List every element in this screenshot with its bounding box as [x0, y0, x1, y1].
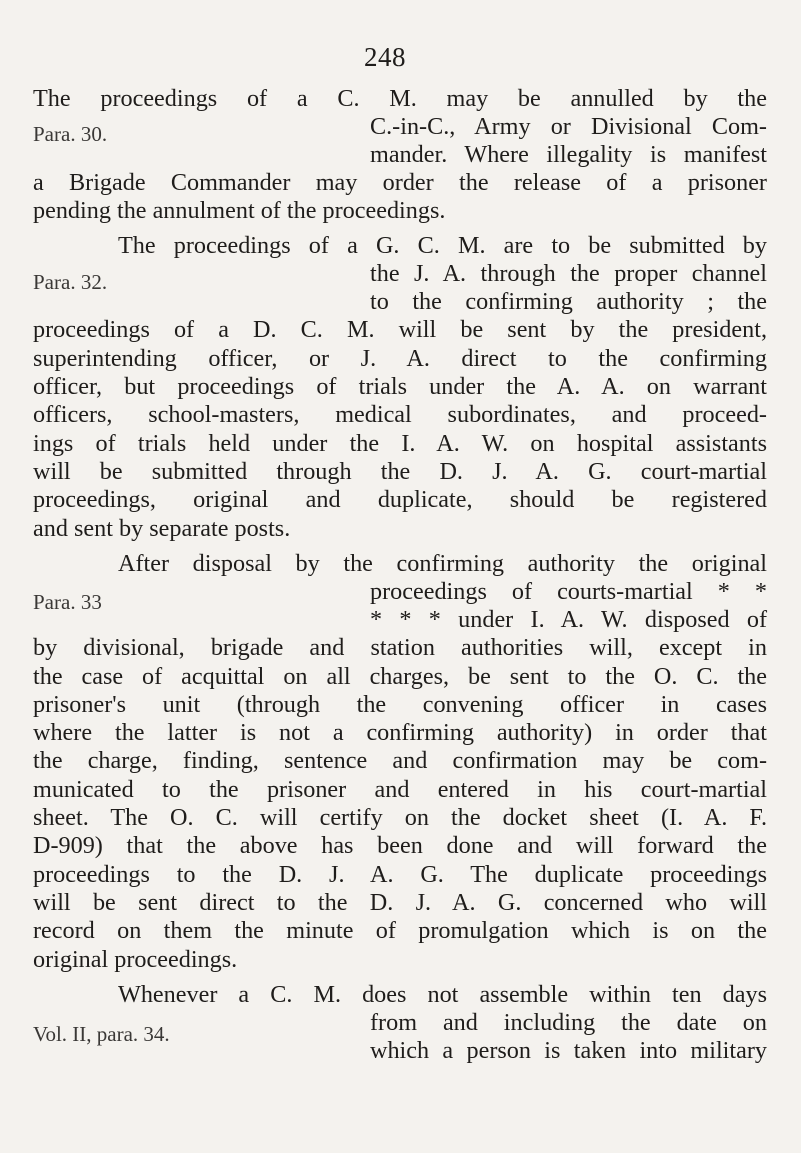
margin-note-vol-2-para-34: Vol. II, para. 34.: [33, 1022, 170, 1046]
text-line: proceedings to the D. J. A. G. The duplicate proceedings: [33, 861, 767, 888]
text-line: Whenever a C. M. does not assemble within ten days: [118, 981, 767, 1008]
text-line: the charge, finding, sentence and confirmation may be com-: [33, 747, 767, 774]
text-line: proceedings, original and duplicate, should be registered: [33, 486, 767, 513]
text-line: from and including the date on: [370, 1009, 767, 1036]
text-line: will be sent direct to the D. J. A. G. concerned who will: [33, 889, 767, 916]
text-line: superintending officer, or J. A. direct to the confirming: [33, 345, 767, 372]
text-line: * * * under I. A. W. disposed of: [370, 606, 767, 633]
text-line: the case of acquittal on all charges, be sent to the O. C. the: [33, 663, 767, 690]
text-line: which a person is taken into military: [370, 1037, 767, 1064]
text-line: The proceedings of a G. C. M. are to be submitted by: [118, 232, 767, 259]
text-line: The proceedings of a C. M. may be annulled by the: [33, 85, 767, 112]
text-line: where the latter is not a confirming authority) in order that: [33, 719, 767, 746]
text-line: D-909) that the above has been done and will forward the: [33, 832, 767, 859]
text-line: officer, but proceedings of trials under the A. A. on warrant: [33, 373, 767, 400]
text-line: mander. Where illegality is manifest: [370, 141, 767, 168]
page-number: 248: [364, 42, 406, 72]
text-line: a Brigade Commander may order the release of a prisoner: [33, 169, 767, 196]
text-line: municated to the prisoner and entered in his court-martial: [33, 776, 767, 803]
text-line: prisoner's unit (through the convening officer in cases: [33, 691, 767, 718]
margin-note-para-32: Para. 32.: [33, 270, 108, 294]
text-line: by divisional, brigade and station authorities will, except in: [33, 634, 767, 661]
text-line: to the confirming authority ; the: [370, 288, 767, 315]
margin-note-para-30: Para. 30.: [33, 122, 108, 146]
text-line: and sent by separate posts.: [33, 515, 291, 542]
text-line: sheet. The O. C. will certify on the docket sheet (I. A. F.: [33, 804, 767, 831]
text-line: proceedings of courts-martial * *: [370, 578, 767, 605]
text-line: pending the annulment of the proceedings.: [33, 197, 446, 224]
text-line: officers, school-masters, medical subordinates, and proceed-: [33, 401, 767, 428]
text-line: original proceedings.: [33, 946, 238, 973]
margin-note-para-33: Para. 33: [33, 590, 102, 614]
text-line: record on them the minute of promulgation which is on the: [33, 917, 767, 944]
text-line: C.-in-C., Army or Divisional Com-: [370, 113, 767, 140]
text-line: the J. A. through the proper channel: [370, 260, 767, 287]
text-line: ings of trials held under the I. A. W. on hospital assistants: [33, 430, 767, 457]
text-line: proceedings of a D. C. M. will be sent by the president,: [33, 316, 767, 343]
text-line: will be submitted through the D. J. A. G. court-martial: [33, 458, 767, 485]
text-line: After disposal by the confirming authority the original: [118, 550, 767, 577]
